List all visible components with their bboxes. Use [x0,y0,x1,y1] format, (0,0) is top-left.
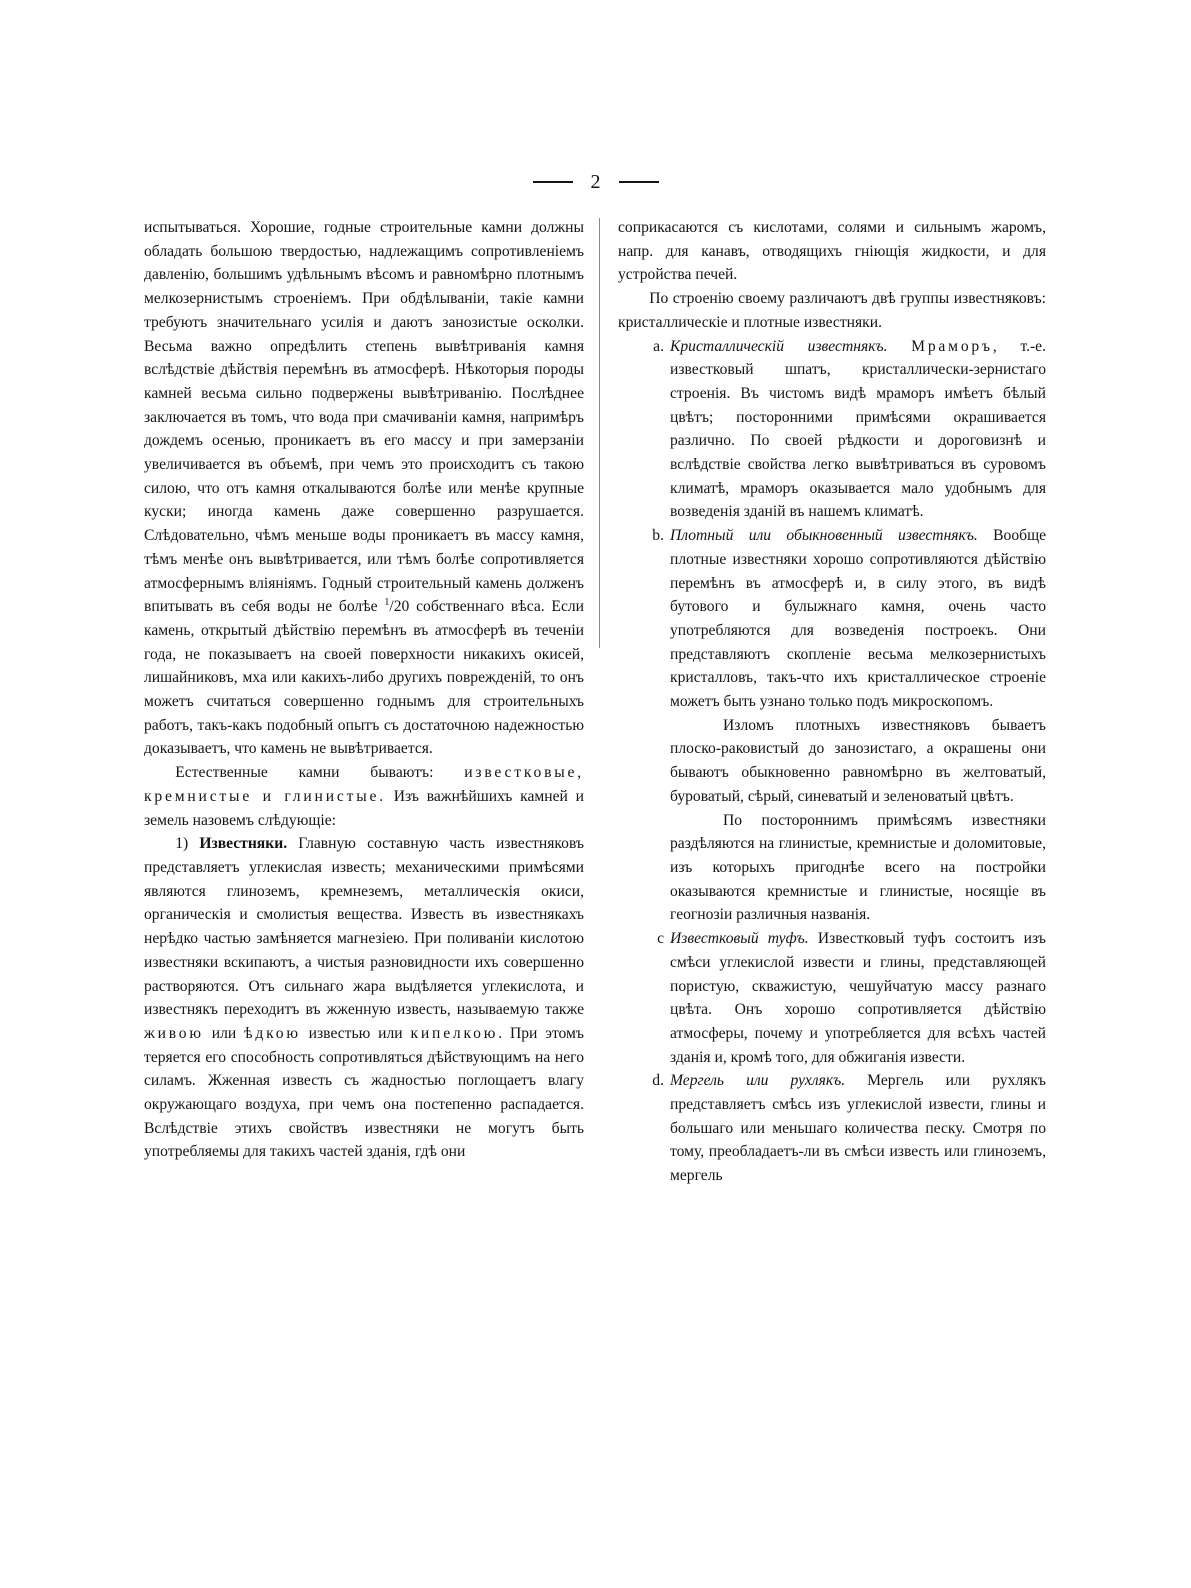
spaced-term: Мраморъ [911,337,993,355]
item-text: Вообще плотные известняки хорошо сопротивляются дѣйствію перемѣнъ въ атмосферѣ и, в силу этого, въ видѣ бутового и булыжнаго камня, очень часто употребляются для возведенія построекъ. Они представляютъ скопленіе весьма мелкозернистыхъ кристалловъ, такъ-что ихъ кристаллическое строеніе можетъ быть узнано только подъ микроскопомъ. [670,527,1046,711]
list-item-tuff [618,927,1046,1069]
paragraph-fracture: Изломъ плотныхъ известняковъ бываетъ плоско-раковистый до занозистаго, а окрашены они бываютъ обыкновенно равномѣрно въ желтоватый, буроватый, сѣрый, синеватый и зеленоватый цвѣтъ. [670,716,1046,805]
header-rule-left [533,181,573,183]
paragraph-text: Естественные камни бываютъ: [175,764,465,782]
item-body [670,524,1046,714]
paragraph-text: Главную составную часть известняковъ представляетъ углекислая известь; механическими примѣсями являются глиноземъ, кремнеземъ, металлическія окиси, органическія и смолистыя вещества. Известь въ известнякахъ нерѣдко частью замѣняется магнезіею. При поливаніи кислотою известняки вскипаютъ, а чистыя разновидности ихъ совершенно растворяются. Отъ сильнаго жара выдѣляется углекислота, и известнякъ переходитъ въ жженную известь, называемую также [144,835,584,1019]
section-heading: Известняки. [199,835,288,853]
paragraph-weathering [144,216,584,761]
item-letter: c [657,930,664,948]
item-letter: b. [652,527,664,545]
spaced-term: живою [144,1024,204,1042]
paragraph-text-end: Изъ важнѣйшихъ камней и земель назовемъ слѣдующіе: [144,787,584,829]
page-header [0,172,1191,192]
paragraph-text: известью или [300,1024,411,1042]
paragraph-continuation: соприкасаются съ кислотами, солями и сильнымъ жаромъ, напр. для канавъ, отводящихъ гніющія жидкости, и для устройства печей. [618,219,1046,284]
paragraph-stone-types [144,761,584,832]
fraction-numerator: 1 [384,597,390,609]
paragraph-text: испытываться. Хорошие, годные строительные камни должны обладать большою твердостью, надлежащимъ сопротивленіемъ давленію, большимъ удѣльнымъ вѣсомъ и равномѣрно плотнымъ мелкозернистымъ строеніемъ. При обдѣлываніи, такіе камни требуютъ значительнаго усилія и даютъ занозистые осколки. Весьма важно опредѣлить степень вывѣтриванія камня вслѣдствіе дѣйствія перемѣнъ въ атмосферѣ. Нѣкоторыя породы камней весьма сильно подвержены вывѣтриванію. Послѣднее заключается въ томъ, что вода при смачиваніи камня, напримѣръ дождемъ осенью, проникаетъ въ его массу и при замерзаніи увеличивается въ объемѣ, при чемъ это происходитъ съ такою силою, что отъ камня откалываются болѣе или менѣе крупные куски; иногда камень даже совершенно разрушается. Слѣдовательно, чѣмъ меньше воды проникаетъ въ массу камня, тѣмъ менѣе онъ вывѣтривается, или тѣмъ болѣе сопротивляется атмосфернымъ вліяніямъ. Годный строительный камень долженъ впитывать въ себя воды не болѣе [144,219,584,616]
right-column [618,216,1046,1188]
paragraph-text-end: . При этомъ теряется его способность сопротивляться дѣйствующимъ на него силамъ. Жженная известь съ жадностью поглощаетъ влагу окружающаго воздуха, при чемъ она постепенно распадается. Вслѣдствіе этихъ свойствъ известняки не могутъ быть употребляемы для такихъ частей зданія, гдѣ они [144,1024,584,1161]
list-item-dense [618,524,1046,714]
spaced-term: известковые, кремнистые и глинистые. [144,764,584,805]
paragraph-text-end: собственнаго вѣса. Если камень, открытый дѣйствію перемѣнъ въ атмосферѣ въ теченіи года, не показываетъ на своей поверхности никакихъ окисей, лишайниковъ, мха или какихъ-либо другихъ поврежденій, то онъ можетъ считаться совершенно годнымъ для строительныхъ работъ, такъ-какъ подобный опытъ съ достаточною надежностью доказываетъ, что камень не вывѣтривается. [144,598,584,758]
page-number: 2 [590,171,601,193]
item-heading: Плотный или обыкновенный известнякъ. [670,527,978,545]
header-rule-right [619,181,659,183]
paragraph-text: или [203,1024,245,1042]
fraction-denominator: /20 [389,598,410,616]
section-number: 1) [175,835,189,853]
item-body [670,335,1046,525]
spaced-term: ѣдкою [244,1024,301,1042]
item-text: , т.-е. известковый шпатъ, кристаллически-зернистаго строенія. Въ чистомъ видѣ мраморъ имѣетъ бѣлый цвѣтъ; посторонними примѣсями окрашивается различно. По своей рѣдкости и дороговизнѣ и вслѣдствіе свойства легко вывѣтриваться въ суровомъ климатѣ, мраморъ оказывается мало удобнымъ для возведенія зданій въ нашемъ климатѣ. [670,337,1047,521]
item-text: Известковый туфъ состоитъ изъ смѣси углекислой извести и глины, представляющей пористую, скважистую, чешуйчатую массу разнаго цвѣта. Онъ хорошо сопротивляется дѣйствію атмосферы, почему и употребляется для всѣхъ частей зданія и, кромѣ того, для обжиганія извести. [670,930,1046,1066]
paragraph-limestones [144,832,584,1164]
item-body [670,927,1046,1069]
item-body [670,1069,1046,1188]
item-text: Мергель или рухлякъ представляетъ смѣсь изъ углекислой извести, глины и большаго или меньшаго количества песку. Смотря по тому, преобладаетъ-ли въ смѣси известь или глиноземъ, мергель [670,1072,1046,1185]
item-letter: a. [653,337,664,355]
paragraph-groups: По строенію своему различаютъ двѣ группы известняковъ: кристаллическіе и плотные известняки. [618,290,1046,331]
left-column [144,216,584,1164]
item-heading: Кристаллическій известнякъ. [670,337,888,355]
list-item-marl [618,1069,1046,1188]
list-item-crystalline [618,335,1046,525]
item-heading: Известковый туфъ. [670,930,809,948]
paragraph-admixtures: По постороннимъ примѣсямъ известняки раздѣляются на глинистые, кремнистые и доломитовые, изъ которыхъ пригоднѣе всего на постройки оказываются кремнистые и глинистые, носящіе въ геогнозіи различныя названія. [670,811,1046,924]
spaced-term: кипелкою [410,1024,499,1042]
item-heading: Мергель или рухлякъ. [670,1072,846,1090]
item-letter: d. [652,1072,664,1090]
column-divider [599,218,600,648]
